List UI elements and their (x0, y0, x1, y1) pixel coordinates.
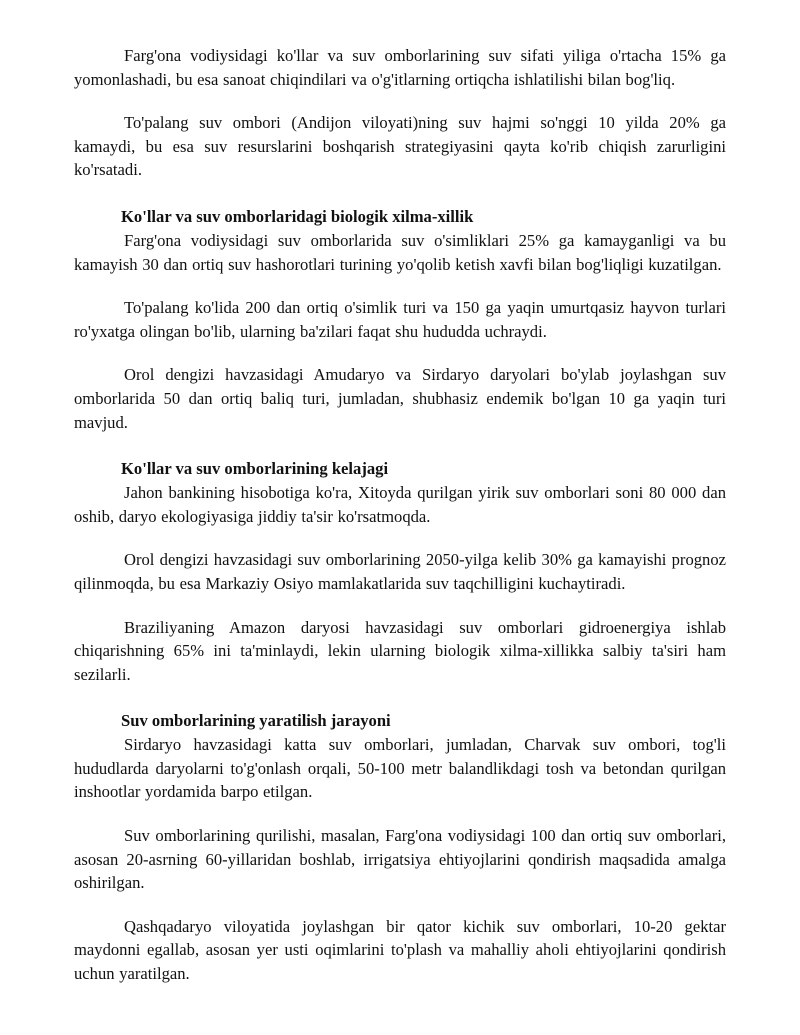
section-heading: Suv omborlarining yaratilish jarayoni (121, 711, 391, 731)
paragraph: Farg'ona vodiysidagi suv omborlarida suv o'simliklari 25% ga kamayganligi va bu kamayish 30 dan ortiq suv hashorotlari turining yo'qolib ketish xavfi bilan bog'liqligi kuzatilgan. (74, 230, 726, 274)
paragraph: To'palang suv ombori (Andijon viloyati)ning suv hajmi so'nggi 10 yilda 20% ga kamaydi, bu esa suv resurslarini boshqarish strategiyasini qayta ko'rib chiqish zarurligini ko'rsatadi. (74, 113, 726, 180)
paragraph: Sirdaryo havzasidagi katta suv omborlari, jumladan, Charvak suv ombori, tog'li hududlarda daryolarni to'g'onlash orqali, 50-100 metr balandlikdagi tosh va betondan qurilgan inshootlar yordamida barpo etilgan. (74, 735, 726, 802)
section-heading: Ko'llar va suv omborlaridagi biologik xilma-xillik (121, 206, 474, 226)
paragraph: To'palang ko'lida 200 dan ortiq o'simlik turi va 150 ga yaqin umurtqasiz hayvon turlari ro'yxatga olingan bo'lib, ularning ba'zilari faqat shu hududda uchraydi. (74, 298, 726, 341)
section-heading: Ko'llar va suv omborlarining kelajagi (121, 459, 389, 479)
paragraph: Braziliyaning Amazon daryosi havzasidagi suv omborlari gidroenergiya ishlab chiqarishning 65% ini ta'minlaydi, lekin ularning biologik xilma-xillikka salbiy ta'siri ham sezilarli. (74, 617, 726, 684)
paragraph: Jahon bankining hisobotiga ko'ra, Xitoyda qurilgan yirik suv omborlari soni 80 000 dan oshib, daryo ekologiyasiga jiddiy ta'sir ko'rsatmoqda. (74, 483, 726, 526)
paragraph: Farg'ona vodiysidagi ko'llar va suv omborlarining suv sifati yiliga o'rtacha 15% ga yomonlashadi, bu esa sanoat chiqindilari va o'g'itlarning ortiqcha ishlatilishi bilan bog'liq. (74, 46, 726, 89)
paragraph: Qashqadaryo viloyatida joylashgan bir qator kichik suv omborlari, 10-20 gektar maydonni egallab, asosan yer usti oqimlarini to'plash va mahalliy aholi ehtiyojlarini qondirish uchun yaratilgan. (74, 916, 726, 984)
paragraph: Orol dengizi havzasidagi suv omborlarining 2050-yilga kelib 30% ga kamayishi prognoz qilinmoqda, bu esa Markaziy Osiyo mamlakatlarida suv taqchilligini kuchaytiradi. (74, 550, 726, 593)
paragraph: Orol dengizi havzasidagi Amudaryo va Sirdaryo daryolari bo'ylab joylashgan suv omborlarida 50 dan ortiq baliq turi, jumladan, shubhasiz endemik bo'lgan 10 ga yaqin turi mavjud. (74, 365, 726, 432)
paragraph: Suv omborlarining qurilishi, masalan, Farg'ona vodiysidagi 100 dan ortiq suv omborlari, asosan 20-asrning 60-yillaridan boshlab, irrigatsiya ehtiyojlarini qondirish maqsadida amalga oshirilgan. (74, 826, 726, 893)
